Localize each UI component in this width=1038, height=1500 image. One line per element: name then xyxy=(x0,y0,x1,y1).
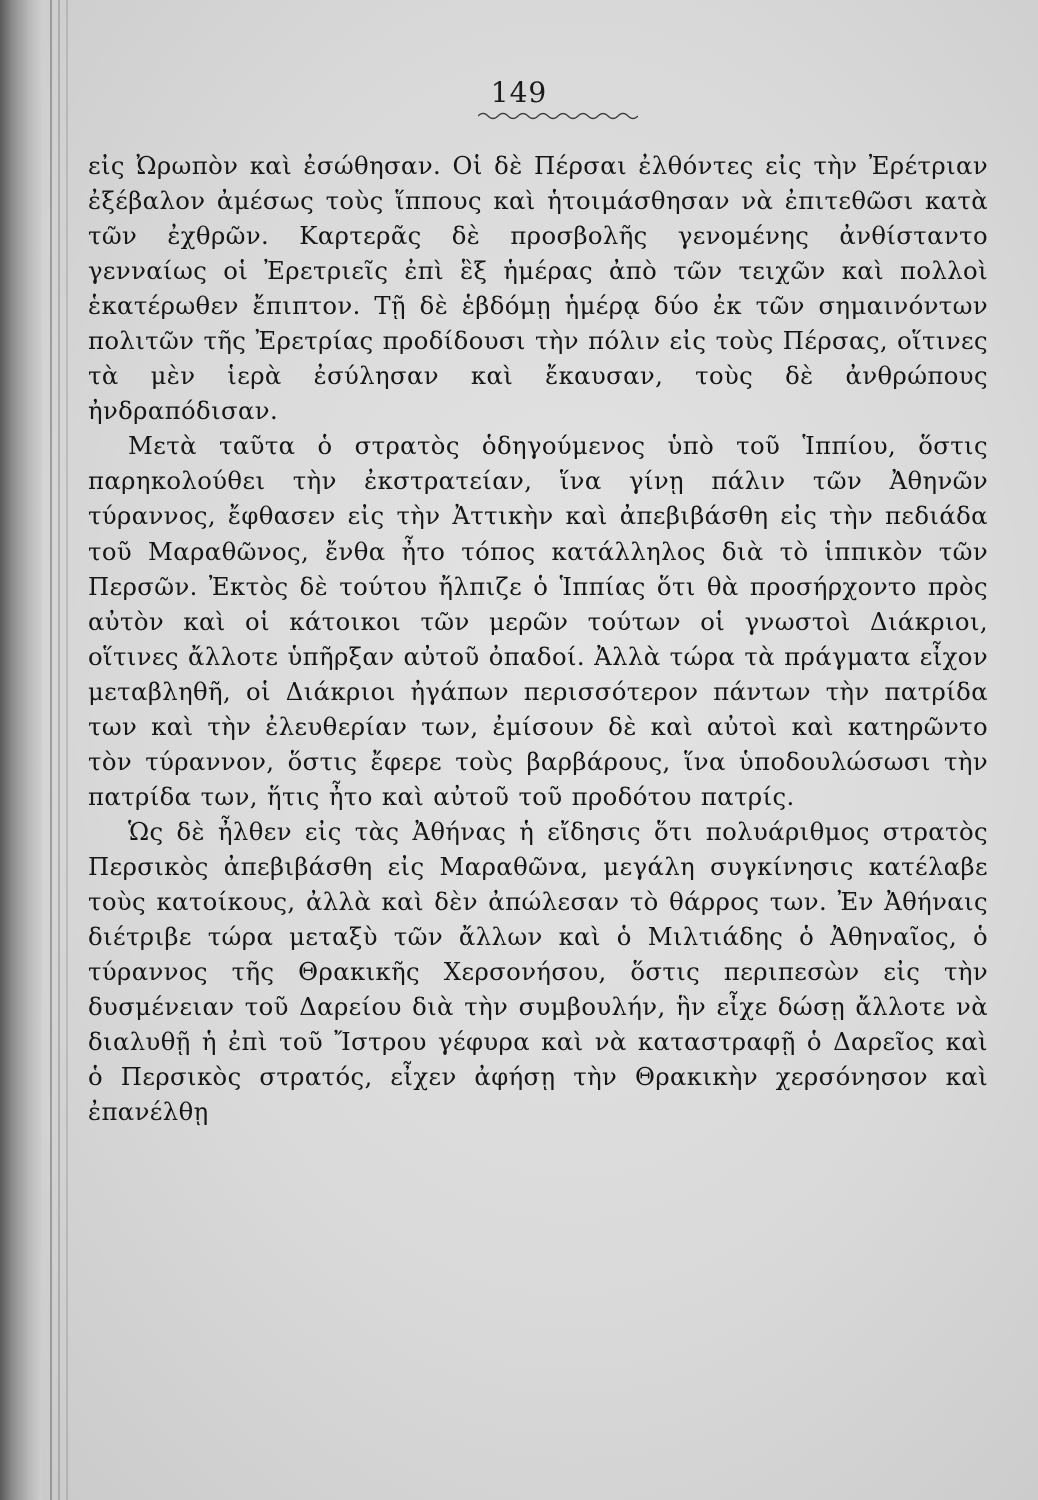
body-text xyxy=(88,148,988,1129)
paragraph: Ὡς δὲ ἦλθεν εἰς τὰς Ἀθήνας ἡ εἴδησις ὅτι πολυάριθμος στρατὸς Περσικὸς ἀπεβιβάσθη εἰς Μαραθῶνα, μεγάλη συγκίνησις κατέλαβε τοὺς κατοίκους, ἀλλὰ καὶ δὲν ἀπώλεσαν τὸ θάρρος των. Ἐν Ἀθήναις διέτριβε τώρα μεταξὺ τῶν ἄλλων καὶ ὁ Μιλτιάδης ὁ Ἀθηναῖος, ὁ τύραννος τῆς Θρακικῆς Χερσονήσου, ὅστις περιπεσὼν εἰς τὴν δυσμένειαν τοῦ Δαρείου διὰ τὴν συμβουλήν, ἣν εἶχε δώσῃ ἄλλοτε νὰ διαλυθῇ ἡ ἐπὶ τοῦ Ἴστρου γέφυρα καὶ νὰ καταστραφῇ ὁ Δαρεῖος καὶ ὁ Περσικὸς στρατός, εἶχεν ἀφήσῃ τὴν Θρακικὴν χερσόνησον καὶ ἐπανέλθῃ xyxy=(88,816,988,1127)
page-edge-line xyxy=(50,0,52,1500)
page-number: 149 xyxy=(490,76,548,109)
page-edge-line xyxy=(66,0,68,1500)
book-gutter-shadow xyxy=(0,0,42,1500)
page-edge-line xyxy=(58,0,60,1500)
paragraph: εἰς Ὠρωπὸν καὶ ἐσώθησαν. Οἱ δὲ Πέρσαι ἐλθόντες εἰς τὴν Ἐρέτριαν ἐξέβαλον ἀμέσως τοὺς ἵππους καὶ ἡτοιμάσθησαν νὰ ἐπιτεθῶσι κατὰ τῶν ἐχθρῶν. Καρτερᾶς δὲ προσβολῆς γενομένης ἀνθίσταντο γενναίως οἱ Ἐρετριεῖς ἐπὶ ἓξ ἡμέρας ἀπὸ τῶν τειχῶν καὶ πολλοὶ ἑκατέρωθεν ἔπιπτον. Τῇ δὲ ἑβδόμῃ ἡμέρᾳ δύο ἐκ τῶν σημαινόντων πολιτῶν τῆς Ἐρετρίας προδίδουσι τὴν πόλιν εἰς τοὺς Πέρσας, οἵτινες τὰ μὲν ἱερὰ ἐσύλησαν καὶ ἔκαυσαν, τοὺς δὲ ἀνθρώπους ἠνδραπόδισαν. xyxy=(88,151,988,426)
wavy-rule-ornament xyxy=(478,110,638,122)
paragraph: Μετὰ ταῦτα ὁ στρατὸς ὁδηγούμενος ὑπὸ τοῦ Ἱππίου, ὅστις παρηκολούθει τὴν ἐκστρατείαν, ἵνα γίνῃ πάλιν τῶν Ἀθηνῶν τύραννος, ἔφθασεν εἰς τὴν Ἀττικὴν καὶ ἀπεβιβάσθη εἰς τὴν πεδιάδα τοῦ Μαραθῶνος, ἔνθα ἦτο τόπος κατάλληλος διὰ τὸ ἱππικὸν τῶν Περσῶν. Ἐκτὸς δὲ τούτου ἤλπιζε ὁ Ἱππίας ὅτι θὰ προσήρχοντο πρὸς αὐτὸν καὶ οἱ κάτοικοι τῶν μερῶν τούτων οἱ γνωστοὶ Διάκριοι, οἵτινες ἄλλοτε ὑπῆρξαν αὐτοῦ ὀπαδοί. Ἀλλὰ τώρα τὰ πράγματα εἶχον μεταβληθῆ, οἱ Διάκριοι ἠγάπων περισσότερον πάντων τὴν πατρίδα των καὶ τὴν ἐλευθερίαν των, ἐμίσουν δὲ καὶ αὐτοὶ καὶ κατηρῶντο τὸν τύραννον, ὅστις ἔφερε τοὺς βαρβάρους, ἵνα ὑποδουλώσωσι τὴν πατρίδα των, ἥτις ἦτο καὶ αὐτοῦ τοῦ προδότου πατρίς. xyxy=(88,431,988,811)
